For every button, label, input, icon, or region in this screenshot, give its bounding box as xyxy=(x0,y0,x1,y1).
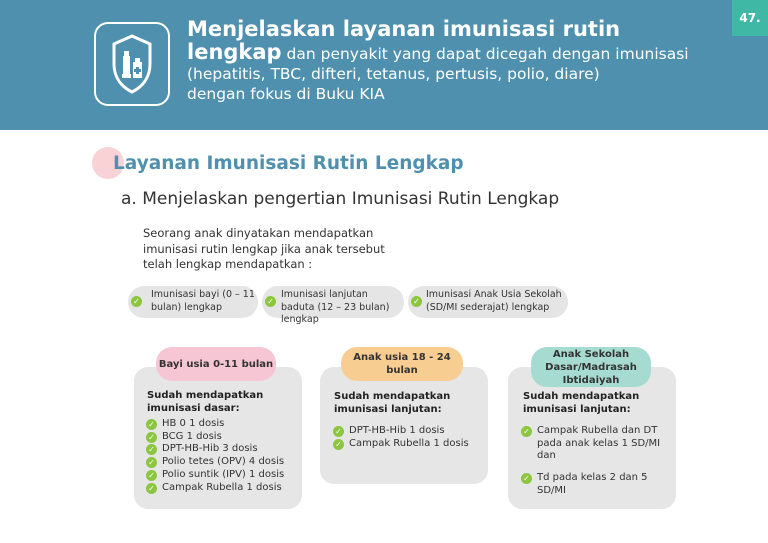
title-line-4: dengan fokus di Buku KIA xyxy=(187,85,385,103)
check-circle-icon: ✓ xyxy=(333,426,344,437)
card-infant-heading: Sudah mendapatkan imunisasi dasar: xyxy=(147,390,264,414)
section-title: Layanan Imunisasi Rutin Lengkap xyxy=(113,153,464,174)
check-circle-icon: ✓ xyxy=(146,457,157,468)
list-item-text: HB 0 1 dosis xyxy=(162,418,225,429)
list-item xyxy=(146,469,296,482)
pill-text: Imunisasi Anak Usia Sekolah (SD/MI sederajat) lengkap xyxy=(426,289,562,313)
check-circle-icon: ✓ xyxy=(521,426,532,437)
card-school-heading: Sudah mendapatkan imunisasi lanjutan: xyxy=(523,391,640,415)
list-item xyxy=(146,443,296,456)
list-item-text: Campak Rubella 1 dosis xyxy=(349,437,469,449)
title-line-3: (hepatitis, TBC, difteri, tetanus, pertusis, polio, diare) xyxy=(187,65,600,83)
title-bold-word: lengkap xyxy=(187,40,282,64)
shield-vaccine-icon xyxy=(94,22,170,106)
check-circle-icon: ✓ xyxy=(146,483,157,494)
list-item xyxy=(146,418,296,431)
list-item xyxy=(146,456,296,469)
badge-infant: Bayi usia 0-11 bulan xyxy=(156,347,276,381)
list-item-text: Polio suntik (IPV) 1 dosis xyxy=(162,468,285,480)
list-item xyxy=(333,438,483,451)
card-infant-list xyxy=(146,418,296,494)
check-circle-icon: ✓ xyxy=(146,470,157,481)
list-item xyxy=(521,425,661,463)
list-item xyxy=(146,482,296,495)
check-circle-icon: ✓ xyxy=(521,473,532,484)
check-circle-icon: ✓ xyxy=(146,432,157,443)
list-item xyxy=(333,425,483,438)
pill-infant-immunization xyxy=(128,286,258,318)
badge-school: Anak Sekolah Dasar/Madrasah Ibtidaiyah xyxy=(531,347,651,387)
list-item-text: Campak Rubella 1 dosis xyxy=(162,481,282,493)
intro-paragraph: Seorang anak dinyatakan mendapatkan imunisasi rutin lengkap jika anak tersebut telah lengkap mendapatkan : xyxy=(143,226,385,271)
check-circle-icon: ✓ xyxy=(333,439,344,450)
card-toddler-list xyxy=(333,425,483,450)
check-circle-icon: ✓ xyxy=(265,296,276,307)
pill-text: Imunisasi bayi (0 – 11 bulan) lengkap xyxy=(151,289,255,313)
list-item xyxy=(521,472,661,497)
check-circle-icon: ✓ xyxy=(131,296,142,307)
subtitle: a. Menjelaskan pengertian Imunisasi Rutin Lengkap xyxy=(121,189,560,209)
list-item-text: Td pada kelas 2 dan 5 SD/MI xyxy=(537,472,648,496)
title-line-1: Menjelaskan layanan imunisasi rutin xyxy=(187,17,621,41)
list-item-text: Campak Rubella dan DT pada anak kelas 1 SD/MI dan xyxy=(537,425,661,462)
list-item-text: DPT-HB-Hib 3 dosis xyxy=(162,443,258,455)
list-item xyxy=(146,431,296,444)
badge-toddler: Anak usia 18 - 24 bulan xyxy=(341,347,463,381)
list-item-text: DPT-HB-Hib 1 dosis xyxy=(349,425,445,436)
page-number: 47. xyxy=(732,0,768,36)
pill-school-immunization xyxy=(408,286,568,318)
check-circle-icon: ✓ xyxy=(411,296,422,307)
check-circle-icon: ✓ xyxy=(146,444,157,455)
page-title xyxy=(187,16,732,104)
check-circle-icon: ✓ xyxy=(146,419,157,430)
card-school-list xyxy=(521,425,661,498)
title-line-2-rest: dan penyakit yang dapat dicegah dengan imunisasi xyxy=(281,45,689,63)
pill-text: Imunisasi lanjutan baduta (12 – 23 bulan) lengkap xyxy=(281,289,390,325)
list-item-text: Polio tetes (OPV) 4 dosis xyxy=(162,456,285,468)
list-item-text: BCG 1 dosis xyxy=(162,430,222,442)
card-toddler-heading: Sudah mendapatkan imunisasi lanjutan: xyxy=(334,391,451,415)
pill-baduta-immunization xyxy=(262,286,404,325)
